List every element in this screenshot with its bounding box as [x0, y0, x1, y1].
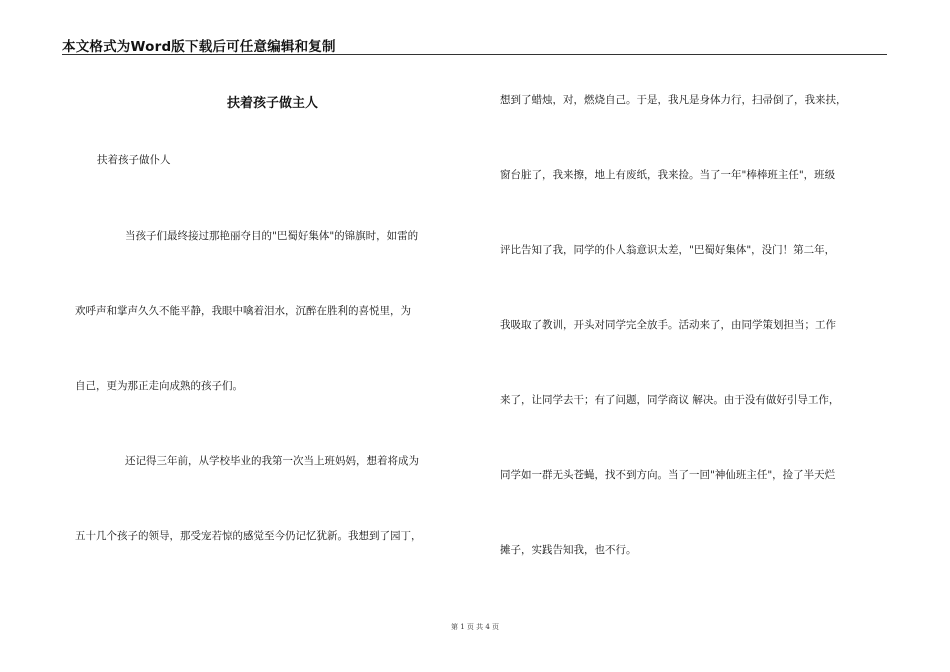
body-line: 扶着孩子做仆人 — [97, 154, 171, 166]
document-header — [62, 34, 887, 55]
body-line: 窗台脏了，我来擦，地上有废纸，我来捡。当了一年"棒棒班主任"，班级 — [500, 169, 836, 181]
body-line: 评比告知了我，同学的仆人翁意识太差，"巴蜀好集体"，没门！第二年， — [500, 244, 836, 256]
header-title: 本文格式为Word版下载后可任意编辑和复制 — [62, 39, 336, 55]
body-line: 摊子，实践告知我，也不行。 — [500, 544, 637, 556]
body-line: 还记得三年前，从学校毕业的我第一次当上班妈妈，想着将成为 — [125, 455, 419, 467]
body-line: 来了，让同学去干；有了问题，同学商议 解决。由于没有做好引导工作， — [500, 394, 840, 406]
page-footer: 第 1 页 共 4 页 — [450, 623, 500, 631]
body-line: 我吸取了教训，开头对同学完全放手。活动来了，由同学策划担当；工作 — [500, 319, 836, 331]
body-line: 同学如一群无头苍蝇，找不到方向。当了一回"神仙班主任"，捡了半天烂 — [500, 469, 836, 481]
body-line: 想到了蜡烛，对，燃烧自己。于是，我凡是身体力行，扫帚倒了，我来扶， — [500, 94, 847, 106]
body-line: 欢呼声和掌声久久不能平静，我眼中噙着泪水，沉醉在胜利的喜悦里，为 — [75, 305, 411, 317]
body-line: 自己，更为那正走向成熟的孩子们。 — [75, 380, 243, 392]
body-line: 当孩子们最终接过那艳丽夺目的"巴蜀好集体"的锦旗时，如雷的 — [125, 230, 419, 242]
body-line: 五十几个孩子的领导，那受宠若惊的感觉至今仍记忆犹新。我想到了园丁， — [75, 530, 422, 542]
article-title: 扶着孩子做主人 — [226, 96, 318, 111]
